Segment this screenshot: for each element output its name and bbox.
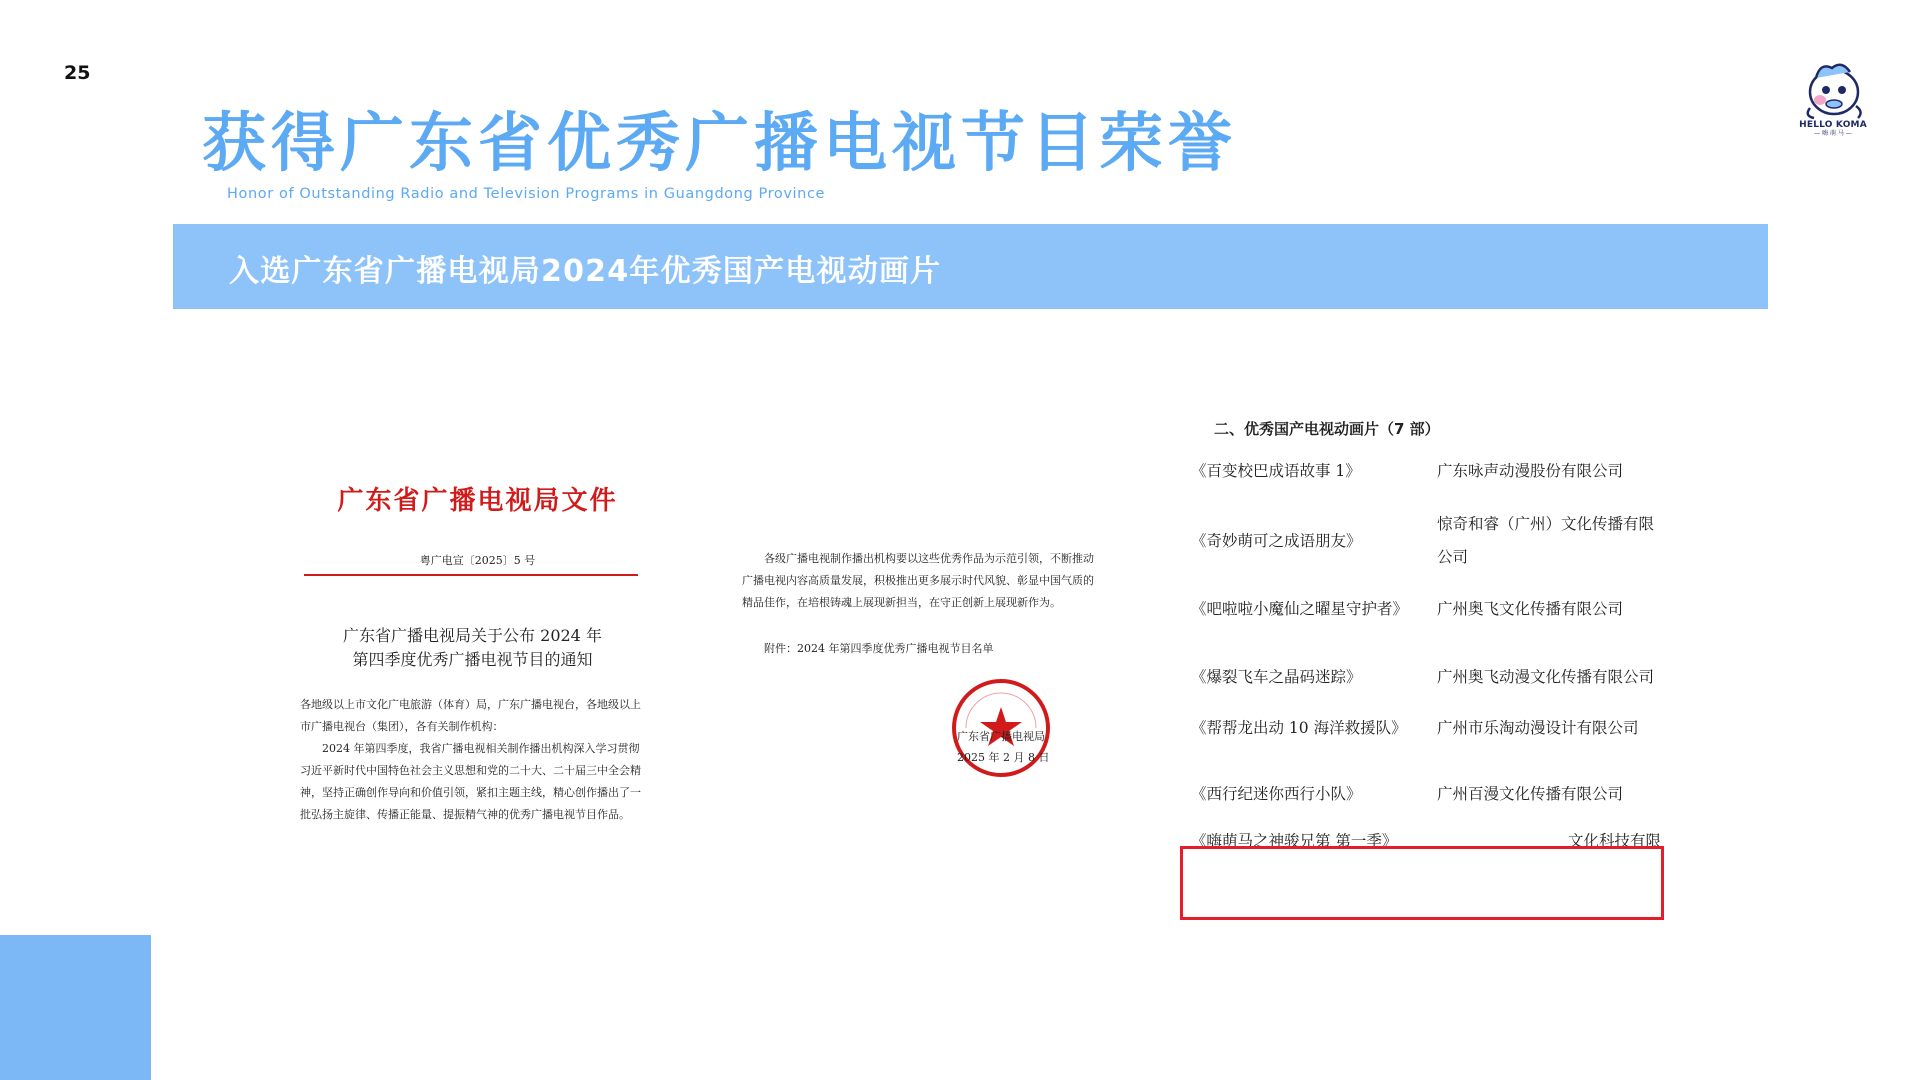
section-banner <box>173 224 1768 309</box>
notice-title-line-1: 广东省广播电视局关于公布 2024 年 <box>343 626 602 645</box>
logo <box>1798 58 1868 136</box>
attachment-line: 附件：2024 年第四季度优秀广播电视节目名单 <box>764 642 994 655</box>
document-left <box>300 480 660 826</box>
work-title: 《吧啦啦小魔仙之曜星守护者》 <box>1191 599 1409 618</box>
middle-paragraph: 各级广播电视制作播出机构要以这些优秀作品为示范引领，不断推动广播电视内容高质量发展，积极推出更多展示时代风貌、彰显中国气质的精品佳作，在培根铸魂上展现新担当，在守正创新上展现新作为。 <box>742 552 1094 609</box>
list-item <box>1185 508 1675 574</box>
banner-text: 入选广东省广播电视局2024年优秀国产电视动画片 <box>229 254 942 289</box>
company-name: 广州奥飞文化传播有限公司 <box>1437 599 1624 618</box>
company-name: 广州市乐淘动漫设计有限公司 <box>1437 719 1639 737</box>
logo-subtext: — 嗨 萌 马 — <box>1814 130 1852 137</box>
list-item <box>1185 778 1675 811</box>
list-section-title: 二、优秀国产电视动画片（7 部） <box>1214 420 1440 438</box>
notice-paragraph-1: 各地级以上市文化广电旅游（体育）局，广东广播电视台，各地级以上市广播电视台（集团），各有关制作机构： <box>300 698 641 733</box>
company-name: 文化科技有限 <box>1567 832 1661 850</box>
page-title: 获得广东省优秀广播电视节目荣誉 <box>202 107 1237 181</box>
company-name: 广州奥飞动漫文化传播有限公司 <box>1437 667 1655 686</box>
koma-mascot-icon <box>1798 58 1868 120</box>
notice-body <box>300 694 645 826</box>
highlight-box <box>1180 846 1664 920</box>
document-number: 粤广电宣〔2025〕5 号 <box>419 554 536 567</box>
page-subtitle: Honor of Outstanding Radio and Television Programs in Guangdong Province <box>227 186 826 202</box>
work-title: 《百变校巴成语故事 1》 <box>1191 462 1361 480</box>
work-title: 《奇妙萌可之成语朋友》 <box>1191 531 1362 550</box>
company-name: 广州百漫文化传播有限公司 <box>1437 785 1624 803</box>
work-title: 《西行纪迷你西行小队》 <box>1191 785 1362 803</box>
list-item <box>1185 576 1675 642</box>
logo-text: HELLO KOMA <box>1799 120 1867 130</box>
work-title: 《嗨萌马之神骏兄第 第一季》 <box>1191 832 1398 850</box>
list-item <box>1185 455 1675 488</box>
seal-issuer: 广东省广播电视局 <box>957 730 1045 743</box>
document-middle <box>742 548 1097 656</box>
document-right <box>1185 418 1675 891</box>
work-title: 《爆裂飞车之晶码迷踪》 <box>1191 667 1362 686</box>
notice-paragraph-2: 2024 年第四季度，我省广播电视相关制作播出机构深入学习贯彻习近平新时代中国特色社会主义思想和党的二十大、二十届三中全会精神，坚持正确创作导向和价值引领，紧扣主题主线，精心创作播出了一批弘扬主旋律、传播正能量、提振精气神的优秀广播电视节目作品。 <box>300 742 641 821</box>
red-divider <box>304 574 638 576</box>
notice-title <box>300 624 645 672</box>
list-item <box>1185 644 1675 710</box>
corner-decoration <box>0 935 151 1080</box>
company-name: 惊奇和睿（广州）文化传播有限公司 <box>1437 515 1655 566</box>
page-number: 25 <box>64 62 91 84</box>
notice-title-line-2: 第四季度优秀广播电视节目的通知 <box>352 650 593 669</box>
issue-date: 2025 年 2 月 8 日 <box>957 751 1050 764</box>
work-title: 《帮帮龙出动 10 海洋救援队》 <box>1191 719 1407 737</box>
company-name: 广东咏声动漫股份有限公司 <box>1437 462 1624 480</box>
list-item <box>1185 712 1675 745</box>
document-header: 广东省广播电视局文件 <box>337 486 618 516</box>
